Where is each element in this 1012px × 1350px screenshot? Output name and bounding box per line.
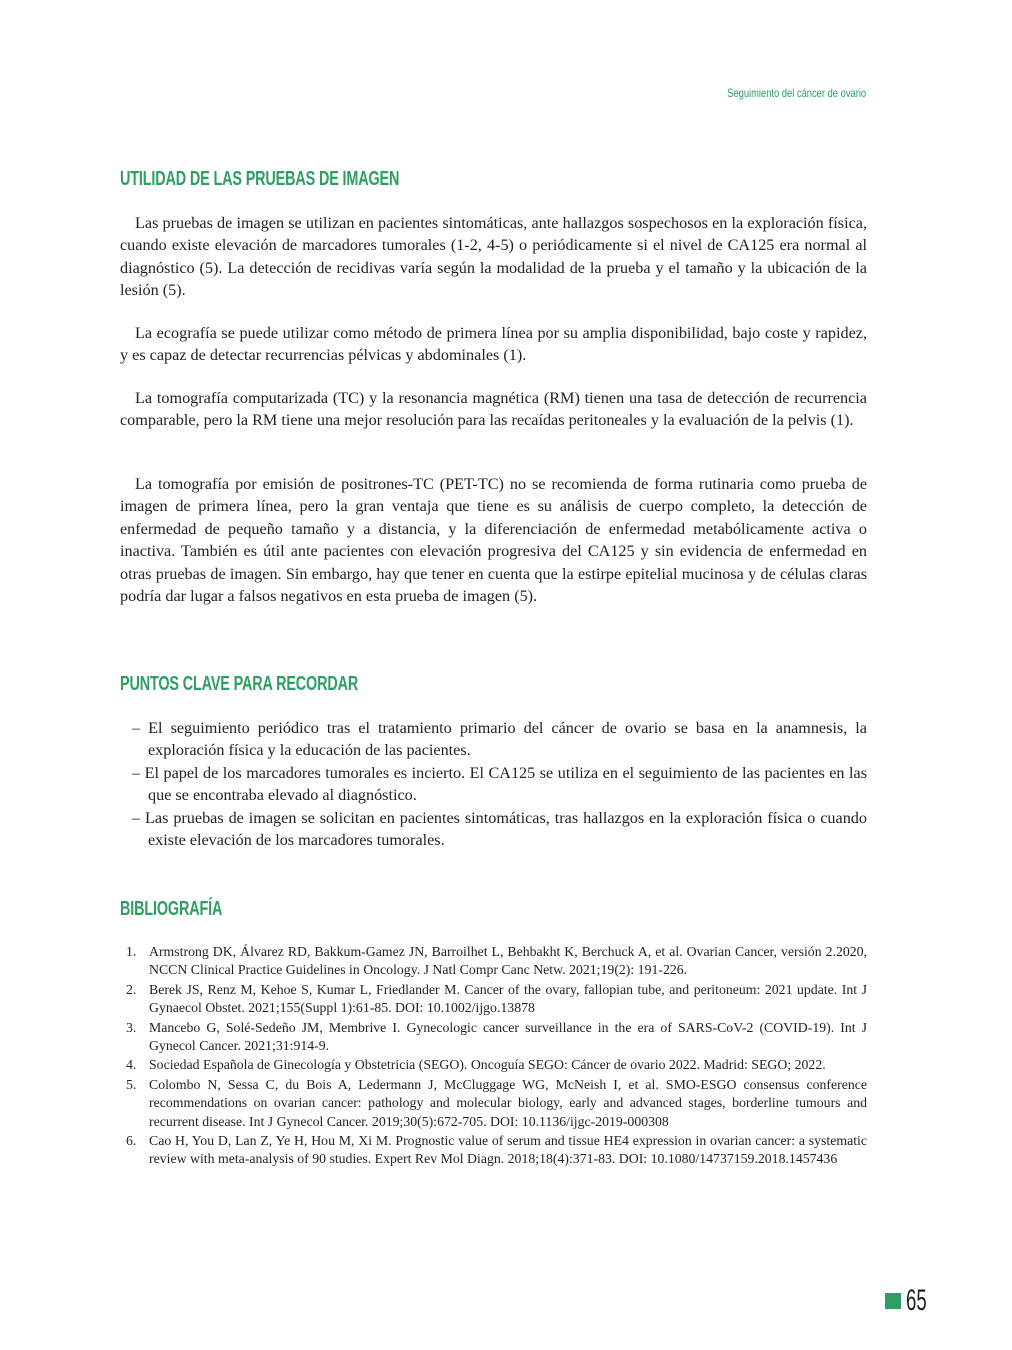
paragraph-imaging-4: La tomografía por emisión de positrones-TC (PET-TC) no se recomienda de forma rutinaria como prueba de imagen de primera línea, pero la gran ventaja que tiene es su análisis de cuerpo completo, la detección de enfermedad de pequeño tamaño y a distancia, y la diferenciación de enfermedad metabólicamente activa o inactiva. También es útil ante pacientes con elevación progresiva del CA125 y sin evidencia de enfermedad en otras pruebas de imagen. Sin embargo, hay que tener en cuenta que la estirpe epitelial mucinosa y de células claras podría dar lugar a falsos negativos en esta prueba de imagen (5). xyxy=(120,475,867,606)
reference-number: 4. xyxy=(126,1057,137,1073)
paragraph-imaging-1: Las pruebas de imagen se utilizan en pacientes sintomáticas, ante hallazgos sospechosos en la exploración física, cuando existe elevación de marcadores tumorales (1-2, 4-5) o periódicamente si el nivel de CA125 era normal al diagnóstico (5). La detección de recidivas varía según la modalidad de la prueba y el tamaño y la ubicación de la lesión (5). xyxy=(120,214,867,300)
reference-text: Mancebo G, Solé-Sedeño JM, Membrive I. Gynecologic cancer surveillance in the era of SARS-CoV-2 (COVID-19). Int J Gynecol Cancer. 2021;31:914-9. xyxy=(149,1019,867,1054)
list-item: – El seguimiento periódico tras el tratamiento primario del cáncer de ovario se basa en la anamnesis, la exploración física y la educación de las pacientes. xyxy=(132,719,867,760)
page-number xyxy=(885,1284,930,1318)
reference-item xyxy=(120,943,867,980)
keypoints-list xyxy=(120,717,867,851)
reference-item xyxy=(120,981,867,1018)
reference-text: Cao H, You D, Lan Z, Ye H, Hou M, Xi M. Prognostic value of serum and tissue HE4 expression in ovarian cancer: a systematic review with meta-analysis of 90 studies. Expert Rev Mol Diagn. 2018;18(4):371-83. DOI: 10.1080/14737159.2018.1457436 xyxy=(149,1133,867,1167)
section-title-imaging: UTILIDAD DE LAS PRUEBAS DE IMAGEN xyxy=(120,168,400,190)
paragraph-imaging-3: La tomografía computarizada (TC) y la resonancia magnética (RM) tienen una tasa de detección de recurrencia comparable, pero la RM tiene una mejor resolución para las recaídas peritoneales y la evaluación de la pelvis (1). xyxy=(120,389,867,430)
reference-item xyxy=(120,1132,867,1169)
list-item: – El papel de los marcadores tumorales es incierto. El CA125 se utiliza en el seguimiento de las pacientes en las que se encontraba elevado al diagnóstico. xyxy=(132,763,867,805)
reference-number: 1. xyxy=(126,944,137,959)
section-title-keypoints: PUNTOS CLAVE PARA RECORDAR xyxy=(120,673,359,695)
reference-number: 3. xyxy=(126,1019,137,1035)
reference-number: 5. xyxy=(126,1076,137,1092)
reference-list xyxy=(120,943,867,1170)
running-head: Seguimiento del cáncer de ovario xyxy=(727,86,866,100)
list-item: – Las pruebas de imagen se solicitan en pacientes sintomáticas, tras hallazgos en la exploración física o cuando existe elevación de los marcadores tumorales. xyxy=(132,808,867,850)
reference-text: Berek JS, Renz M, Kehoe S, Kumar L, Friedlander M. Cancer of the ovary, fallopian tube, and peritoneum: 2021 update. Int J Gynaecol Obstet. 2021;155(Suppl 1):61-85. DOI: 10.1002/ijgo.13878 xyxy=(149,981,867,1016)
reference-text: Sociedad Española de Ginecología y Obstetricia (SEGO). Oncoguía SEGO: Cáncer de ovario 2022. Madrid: SEGO; 2022. xyxy=(149,1057,826,1073)
reference-item xyxy=(120,1019,867,1056)
reference-text: Armstrong DK, Álvarez RD, Bakkum-Gamez JN, Barroilhet L, Behbakht K, Berchuck A, et al. Ovarian Cancer, versión 2.2020, NCCN Clinical Practice Guidelines in Oncology. J Natl Compr Canc Netw. 2021;19(2): 191-226. xyxy=(149,944,867,978)
paragraph-imaging-2: La ecografía se puede utilizar como método de primera línea por su amplia disponibilidad, bajo coste y rapidez, y es capaz de detectar recurrencias pélvicas y abdominales (1). xyxy=(120,324,867,365)
square-icon xyxy=(885,1293,901,1309)
reference-text: Colombo N, Sessa C, du Bois A, Ledermann J, McCluggage WG, McNeish I, et al. SMO-ESGO consensus conference recommendations on ovarian cancer: pathology and molecular biology, early and advanced stages, borderline tumours and recurrent disease. Int J Gynecol Cancer. 2019;30(5):672-705. DOI: 10.1136/ijgc-2019-000308 xyxy=(149,1076,867,1129)
reference-item xyxy=(120,1056,867,1074)
reference-item xyxy=(120,1076,867,1131)
page-number-text: 65 xyxy=(906,1284,927,1317)
reference-number: 6. xyxy=(126,1133,137,1149)
section-title-bibliography: BIBLIOGRAFÍA xyxy=(120,898,223,920)
reference-number: 2. xyxy=(126,981,137,997)
